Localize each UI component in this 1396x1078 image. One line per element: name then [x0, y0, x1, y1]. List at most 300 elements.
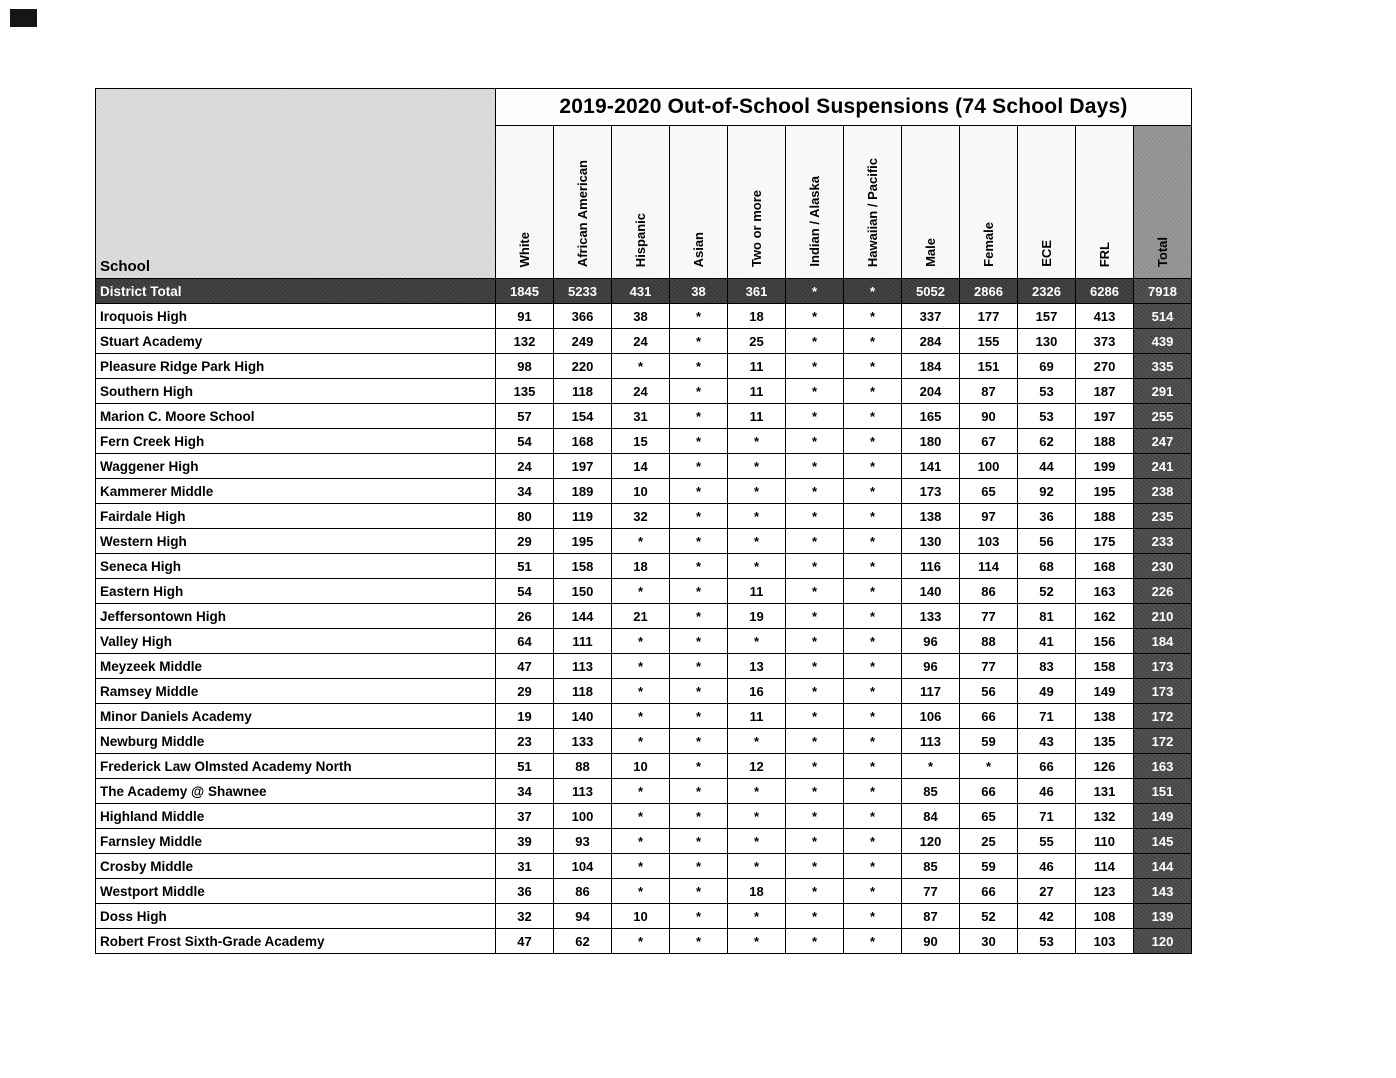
value-cell: 133 [554, 729, 612, 754]
total-cell: 247 [1134, 429, 1192, 454]
value-cell: * [902, 754, 960, 779]
value-cell: 119 [554, 504, 612, 529]
value-cell: 431 [612, 279, 670, 304]
value-cell: 373 [1076, 329, 1134, 354]
value-cell: 64 [496, 629, 554, 654]
table-row [96, 579, 1192, 604]
value-cell: 53 [1018, 379, 1076, 404]
school-name: Seneca High [96, 554, 496, 579]
value-cell: 31 [612, 404, 670, 429]
value-cell: * [612, 729, 670, 754]
value-cell: 49 [1018, 679, 1076, 704]
value-cell: 32 [496, 904, 554, 929]
value-cell: 32 [612, 504, 670, 529]
value-cell: * [844, 329, 902, 354]
value-cell: * [728, 629, 786, 654]
value-cell: 53 [1018, 929, 1076, 954]
total-cell: 143 [1134, 879, 1192, 904]
column-header-label: ECE [1038, 240, 1054, 267]
value-cell: * [670, 629, 728, 654]
value-cell: 187 [1076, 379, 1134, 404]
value-cell: * [670, 479, 728, 504]
value-cell: * [844, 354, 902, 379]
value-cell: 130 [902, 529, 960, 554]
value-cell: 140 [902, 579, 960, 604]
value-cell: 52 [1018, 579, 1076, 604]
table-row [96, 779, 1192, 804]
value-cell: 29 [496, 679, 554, 704]
value-cell: * [612, 929, 670, 954]
total-cell: 255 [1134, 404, 1192, 429]
table-row [96, 804, 1192, 829]
value-cell: * [612, 704, 670, 729]
value-cell: 46 [1018, 854, 1076, 879]
value-cell: 177 [960, 304, 1018, 329]
value-cell: 92 [1018, 479, 1076, 504]
value-cell: 19 [728, 604, 786, 629]
value-cell: * [844, 404, 902, 429]
school-name: Ramsey Middle [96, 679, 496, 704]
value-cell: 111 [554, 629, 612, 654]
value-cell: 30 [960, 929, 1018, 954]
table-title: 2019-2020 Out-of-School Suspensions (74 School Days) [496, 89, 1192, 126]
school-name: Eastern High [96, 579, 496, 604]
value-cell: 133 [902, 604, 960, 629]
school-name: Farnsley Middle [96, 829, 496, 854]
value-cell: 10 [612, 754, 670, 779]
value-cell: 284 [902, 329, 960, 354]
school-name: Stuart Academy [96, 329, 496, 354]
value-cell: * [844, 479, 902, 504]
value-cell: 18 [728, 304, 786, 329]
value-cell: 114 [1076, 854, 1134, 879]
value-cell: 51 [496, 754, 554, 779]
value-cell: 204 [902, 379, 960, 404]
value-cell: 11 [728, 704, 786, 729]
value-cell: 10 [612, 904, 670, 929]
value-cell: 113 [554, 779, 612, 804]
value-cell: 43 [1018, 729, 1076, 754]
total-cell: 241 [1134, 454, 1192, 479]
value-cell: 80 [496, 504, 554, 529]
value-cell: 51 [496, 554, 554, 579]
value-cell: 87 [960, 379, 1018, 404]
value-cell: * [728, 554, 786, 579]
value-cell: 113 [554, 654, 612, 679]
value-cell: 5052 [902, 279, 960, 304]
value-cell: 120 [902, 829, 960, 854]
value-cell: 135 [1076, 729, 1134, 754]
value-cell: 69 [1018, 354, 1076, 379]
value-cell: 83 [1018, 654, 1076, 679]
value-cell: 42 [1018, 904, 1076, 929]
value-cell: * [844, 304, 902, 329]
value-cell: * [670, 929, 728, 954]
value-cell: 5233 [554, 279, 612, 304]
table-row [96, 629, 1192, 654]
value-cell: 13 [728, 654, 786, 679]
value-cell: * [728, 904, 786, 929]
value-cell: 86 [960, 579, 1018, 604]
value-cell: * [786, 679, 844, 704]
value-cell: 110 [1076, 829, 1134, 854]
value-cell: 97 [960, 504, 1018, 529]
value-cell: * [844, 529, 902, 554]
table-row [96, 379, 1192, 404]
value-cell: 81 [1018, 604, 1076, 629]
total-cell: 226 [1134, 579, 1192, 604]
table-row [96, 729, 1192, 754]
column-header-ece [1018, 126, 1076, 279]
value-cell: 184 [902, 354, 960, 379]
value-cell: * [728, 729, 786, 754]
value-cell: 11 [728, 379, 786, 404]
value-cell: * [670, 729, 728, 754]
value-cell: * [844, 779, 902, 804]
value-cell: 47 [496, 929, 554, 954]
value-cell: 85 [902, 854, 960, 879]
value-cell: * [612, 879, 670, 904]
column-header-male [902, 126, 960, 279]
value-cell: 25 [728, 329, 786, 354]
value-cell: 24 [612, 379, 670, 404]
value-cell: * [728, 454, 786, 479]
value-cell: 14 [612, 454, 670, 479]
value-cell: * [670, 804, 728, 829]
total-cell: 514 [1134, 304, 1192, 329]
total-cell: 439 [1134, 329, 1192, 354]
scan-artifact [10, 9, 37, 27]
value-cell: 91 [496, 304, 554, 329]
table-row [96, 754, 1192, 779]
school-name: Minor Daniels Academy [96, 704, 496, 729]
column-header-label: Male [922, 238, 938, 267]
value-cell: 11 [728, 404, 786, 429]
value-cell: * [728, 529, 786, 554]
value-cell: * [786, 904, 844, 929]
value-cell: * [670, 454, 728, 479]
column-header-asian [670, 126, 728, 279]
value-cell: 155 [960, 329, 1018, 354]
value-cell: 54 [496, 579, 554, 604]
value-cell: 18 [728, 879, 786, 904]
value-cell: * [728, 829, 786, 854]
value-cell: * [612, 804, 670, 829]
value-cell: * [960, 754, 1018, 779]
column-header-two-or-more [728, 126, 786, 279]
value-cell: 71 [1018, 704, 1076, 729]
value-cell: * [670, 854, 728, 879]
school-name: Westport Middle [96, 879, 496, 904]
total-cell: 230 [1134, 554, 1192, 579]
table-row [96, 679, 1192, 704]
total-cell: 7918 [1134, 279, 1192, 304]
school-name: Iroquois High [96, 304, 496, 329]
value-cell: 96 [902, 629, 960, 654]
value-cell: 26 [496, 604, 554, 629]
table-row [96, 504, 1192, 529]
value-cell: 162 [1076, 604, 1134, 629]
column-header-label: Total [1154, 236, 1170, 267]
value-cell: * [844, 379, 902, 404]
value-cell: * [786, 429, 844, 454]
value-cell: 413 [1076, 304, 1134, 329]
value-cell: 104 [554, 854, 612, 879]
value-cell: 93 [554, 829, 612, 854]
value-cell: 34 [496, 779, 554, 804]
school-name: Fern Creek High [96, 429, 496, 454]
value-cell: * [612, 654, 670, 679]
table-row [96, 654, 1192, 679]
school-name: Meyzeek Middle [96, 654, 496, 679]
value-cell: 36 [496, 879, 554, 904]
value-cell: * [728, 779, 786, 804]
total-cell: 238 [1134, 479, 1192, 504]
school-name: Newburg Middle [96, 729, 496, 754]
value-cell: * [670, 829, 728, 854]
value-cell: 175 [1076, 529, 1134, 554]
value-cell: 151 [960, 354, 1018, 379]
column-header-label: Two or more [748, 189, 764, 267]
value-cell: 25 [960, 829, 1018, 854]
value-cell: * [844, 904, 902, 929]
value-cell: 31 [496, 854, 554, 879]
table-row [96, 429, 1192, 454]
school-name: Fairdale High [96, 504, 496, 529]
value-cell: 16 [728, 679, 786, 704]
value-cell: * [844, 504, 902, 529]
school-name: Jeffersontown High [96, 604, 496, 629]
table-row [96, 929, 1192, 954]
value-cell: 2326 [1018, 279, 1076, 304]
value-cell: 131 [1076, 779, 1134, 804]
school-name: Western High [96, 529, 496, 554]
value-cell: 106 [902, 704, 960, 729]
total-cell: 173 [1134, 679, 1192, 704]
value-cell: 19 [496, 704, 554, 729]
value-cell: * [670, 554, 728, 579]
value-cell: * [844, 279, 902, 304]
value-cell: * [612, 629, 670, 654]
value-cell: * [670, 704, 728, 729]
value-cell: 103 [1076, 929, 1134, 954]
column-header-indian-alaska [786, 126, 844, 279]
value-cell: 165 [902, 404, 960, 429]
value-cell: 138 [902, 504, 960, 529]
value-cell: 59 [960, 729, 1018, 754]
value-cell: * [612, 854, 670, 879]
column-header-label: Female [980, 222, 996, 267]
value-cell: * [844, 829, 902, 854]
value-cell: 188 [1076, 429, 1134, 454]
value-cell: 270 [1076, 354, 1134, 379]
value-cell: 24 [496, 454, 554, 479]
value-cell: * [728, 929, 786, 954]
value-cell: 39 [496, 829, 554, 854]
total-cell: 172 [1134, 704, 1192, 729]
value-cell: * [786, 329, 844, 354]
value-cell: 66 [960, 779, 1018, 804]
value-cell: * [786, 629, 844, 654]
value-cell: 47 [496, 654, 554, 679]
value-cell: 189 [554, 479, 612, 504]
value-cell: 144 [554, 604, 612, 629]
value-cell: 163 [1076, 579, 1134, 604]
value-cell: 11 [728, 579, 786, 604]
value-cell: * [786, 379, 844, 404]
table-row [96, 879, 1192, 904]
value-cell: 195 [1076, 479, 1134, 504]
total-cell: 163 [1134, 754, 1192, 779]
value-cell: 46 [1018, 779, 1076, 804]
value-cell: 71 [1018, 804, 1076, 829]
value-cell: 67 [960, 429, 1018, 454]
value-cell: 53 [1018, 404, 1076, 429]
value-cell: 59 [960, 854, 1018, 879]
value-cell: 18 [612, 554, 670, 579]
value-cell: * [786, 279, 844, 304]
value-cell: * [844, 454, 902, 479]
value-cell: * [844, 679, 902, 704]
value-cell: 249 [554, 329, 612, 354]
value-cell: 52 [960, 904, 1018, 929]
value-cell: * [612, 679, 670, 704]
total-cell: 210 [1134, 604, 1192, 629]
total-cell: 291 [1134, 379, 1192, 404]
value-cell: * [786, 554, 844, 579]
suspensions-table [95, 88, 1192, 954]
value-cell: 66 [960, 704, 1018, 729]
value-cell: 41 [1018, 629, 1076, 654]
value-cell: 197 [554, 454, 612, 479]
value-cell: 65 [960, 479, 1018, 504]
value-cell: 86 [554, 879, 612, 904]
value-cell: * [844, 604, 902, 629]
table-row [96, 454, 1192, 479]
value-cell: * [670, 529, 728, 554]
value-cell: 2866 [960, 279, 1018, 304]
value-cell: 154 [554, 404, 612, 429]
value-cell: * [670, 504, 728, 529]
value-cell: 57 [496, 404, 554, 429]
value-cell: * [728, 479, 786, 504]
value-cell: 130 [1018, 329, 1076, 354]
value-cell: 132 [1076, 804, 1134, 829]
value-cell: 157 [1018, 304, 1076, 329]
value-cell: * [786, 354, 844, 379]
value-cell: 55 [1018, 829, 1076, 854]
value-cell: * [670, 329, 728, 354]
value-cell: 62 [1018, 429, 1076, 454]
total-cell: 233 [1134, 529, 1192, 554]
table-row [96, 479, 1192, 504]
value-cell: * [728, 804, 786, 829]
value-cell: * [670, 579, 728, 604]
table-body [96, 279, 1192, 954]
value-cell: 188 [1076, 504, 1134, 529]
value-cell: * [786, 404, 844, 429]
school-name: Pleasure Ridge Park High [96, 354, 496, 379]
value-cell: 113 [902, 729, 960, 754]
value-cell: * [786, 929, 844, 954]
value-cell: * [670, 304, 728, 329]
value-cell: 29 [496, 529, 554, 554]
value-cell: 173 [902, 479, 960, 504]
total-cell: 149 [1134, 804, 1192, 829]
school-name: Valley High [96, 629, 496, 654]
column-header-total [1134, 126, 1192, 279]
district-total-row [96, 279, 1192, 304]
value-cell: * [786, 579, 844, 604]
value-cell: * [670, 354, 728, 379]
value-cell: * [612, 579, 670, 604]
value-cell: 88 [554, 754, 612, 779]
value-cell: 90 [902, 929, 960, 954]
school-name: Waggener High [96, 454, 496, 479]
value-cell: 158 [554, 554, 612, 579]
value-cell: * [786, 704, 844, 729]
total-cell: 139 [1134, 904, 1192, 929]
value-cell: 118 [554, 379, 612, 404]
value-cell: * [844, 654, 902, 679]
total-cell: 335 [1134, 354, 1192, 379]
value-cell: 168 [1076, 554, 1134, 579]
value-cell: 337 [902, 304, 960, 329]
value-cell: 180 [902, 429, 960, 454]
value-cell: * [844, 804, 902, 829]
value-cell: 34 [496, 479, 554, 504]
column-header-female [960, 126, 1018, 279]
table-row [96, 529, 1192, 554]
value-cell: * [670, 779, 728, 804]
total-cell: 172 [1134, 729, 1192, 754]
value-cell: 11 [728, 354, 786, 379]
value-cell: * [786, 504, 844, 529]
school-name: Crosby Middle [96, 854, 496, 879]
total-cell: 120 [1134, 929, 1192, 954]
school-name: Highland Middle [96, 804, 496, 829]
value-cell: * [844, 929, 902, 954]
value-cell: * [612, 779, 670, 804]
value-cell: 36 [1018, 504, 1076, 529]
value-cell: 158 [1076, 654, 1134, 679]
table-row [96, 304, 1192, 329]
value-cell: 27 [1018, 879, 1076, 904]
value-cell: 149 [1076, 679, 1134, 704]
value-cell: 6286 [1076, 279, 1134, 304]
value-cell: * [844, 704, 902, 729]
column-header-label: Asian [690, 231, 706, 267]
value-cell: * [844, 429, 902, 454]
value-cell: * [670, 904, 728, 929]
table-row [96, 604, 1192, 629]
school-name: Kammerer Middle [96, 479, 496, 504]
value-cell: * [670, 604, 728, 629]
total-cell: 151 [1134, 779, 1192, 804]
value-cell: 132 [496, 329, 554, 354]
value-cell: 90 [960, 404, 1018, 429]
value-cell: 98 [496, 354, 554, 379]
table-row [96, 554, 1192, 579]
value-cell: 77 [960, 604, 1018, 629]
value-cell: * [786, 529, 844, 554]
value-cell: 68 [1018, 554, 1076, 579]
value-cell: 114 [960, 554, 1018, 579]
school-column-header-label: School [100, 258, 151, 275]
value-cell: 15 [612, 429, 670, 454]
value-cell: * [612, 354, 670, 379]
value-cell: * [670, 879, 728, 904]
